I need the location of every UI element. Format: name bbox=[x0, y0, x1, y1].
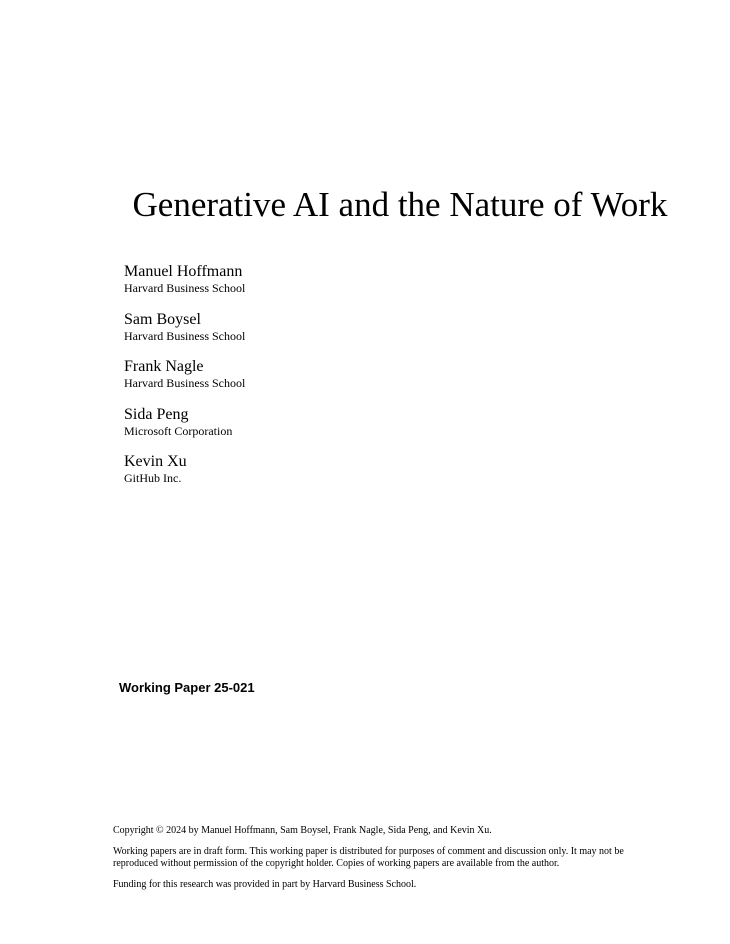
author-block bbox=[124, 357, 245, 405]
author-affiliation: Harvard Business School bbox=[124, 328, 246, 343]
copyright-notice: Copyright © 2024 by Manuel Hoffmann, Sam Boysel, Frank Nagle, Sida Peng, and Kevin Xu. bbox=[113, 825, 492, 836]
author-affiliation: Harvard Business School bbox=[124, 376, 246, 390]
author-name: Kevin Xu bbox=[124, 453, 187, 470]
author-block bbox=[124, 452, 245, 500]
footer-notes bbox=[113, 825, 653, 899]
author-block bbox=[124, 405, 245, 453]
author-affiliation: GitHub Inc. bbox=[124, 471, 182, 485]
author-name: Sida Peng bbox=[124, 405, 189, 423]
author-affiliation: Microsoft Corporation bbox=[124, 423, 233, 438]
author-affiliation: Harvard Business School bbox=[124, 281, 246, 295]
author-block bbox=[124, 310, 245, 358]
funding-notice: Funding for this research was provided in part by Harvard Business School. bbox=[113, 878, 417, 890]
author-list bbox=[124, 262, 245, 500]
author-name: Sam Boysel bbox=[124, 310, 201, 328]
author-name: Frank Nagle bbox=[124, 358, 204, 375]
author-name: Manuel Hoffmann bbox=[124, 263, 243, 280]
paper-title: Generative AI and the Nature of Work bbox=[132, 185, 668, 224]
working-paper-number: Working Paper 25-021 bbox=[119, 680, 255, 695]
author-block bbox=[124, 262, 245, 310]
draft-notice: Working papers are in draft form. This working paper is distributed for purposes of comment and discussion only. It may not be reproduced without permission of the copyright holder. Copies of working papers are available from the author. bbox=[113, 845, 624, 869]
